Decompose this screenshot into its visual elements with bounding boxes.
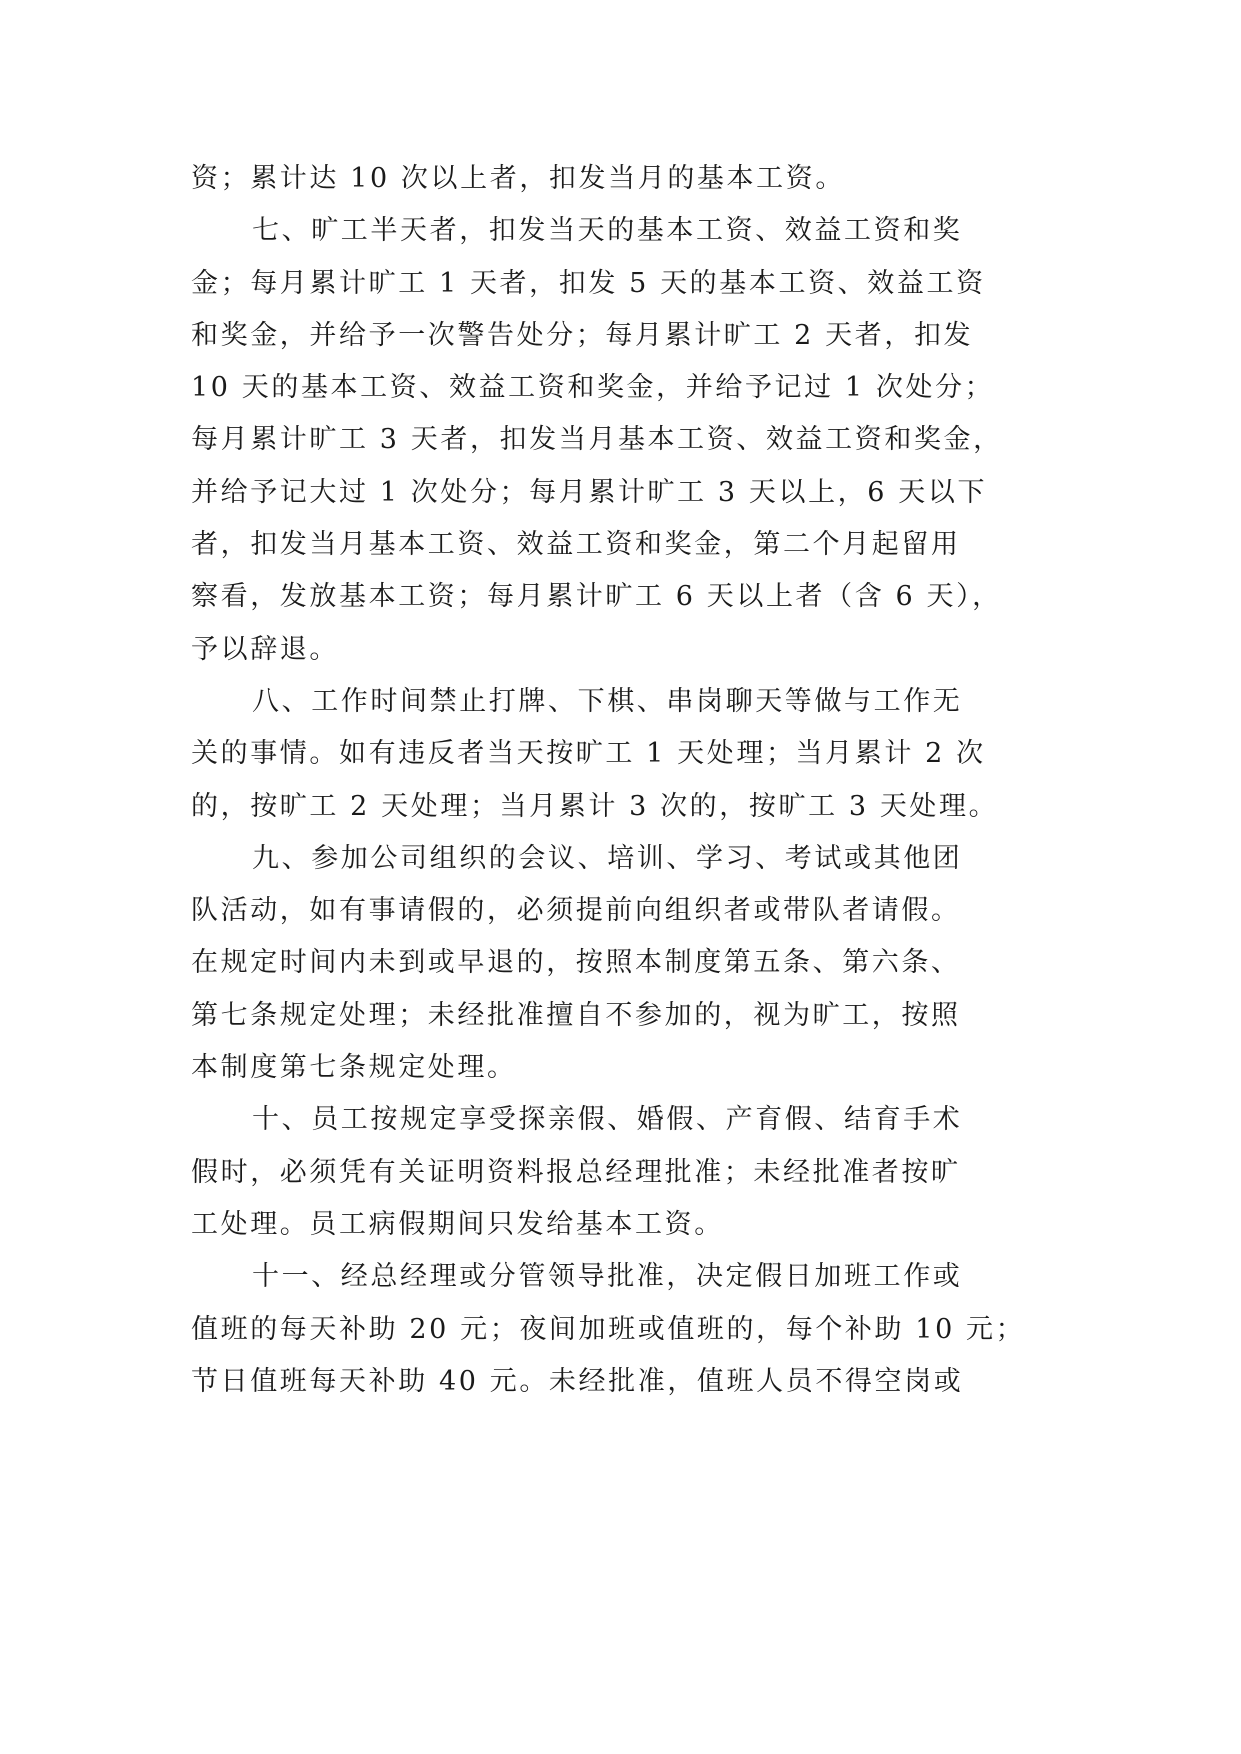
- text-line: 10 天的基本工资、效益工资和奖金，并给予记过 1 次处分；: [191, 372, 995, 404]
- text-line: 本制度第七条规定处理。: [191, 1052, 517, 1084]
- text-line: 工处理。员工病假期间只发给基本工资。: [191, 1208, 724, 1240]
- text-line: 十、员工按规定享受探亲假、婚假、产育假、结育手术: [252, 1104, 963, 1136]
- text-line: 察看，发放基本工资；每月累计旷工 6 天以上者（含 6 天），: [191, 581, 1002, 613]
- text-line: 节日值班每天补助 40 元。未经批准，值班人员不得空岗或: [191, 1365, 964, 1397]
- text-line: 和奖金，并给予一次警告处分；每月累计旷工 2 天者，扣发: [191, 319, 974, 351]
- paragraph-p10: [191, 1094, 1063, 1251]
- text-line: 并给予记大过 1 次处分；每月累计旷工 3 天以上，6 天以下: [191, 476, 988, 508]
- text-line: 队活动，如有事请假的，必须提前向组织者或带队者请假。: [191, 895, 961, 927]
- text-line: 第七条规定处理；未经批准擅自不参加的，视为旷工，按照: [191, 999, 961, 1031]
- text-line: 值班的每天补助 20 元；夜间加班或值班的，每个补助 10 元；: [191, 1313, 1026, 1345]
- paragraph-p6-cont: [191, 153, 1063, 205]
- text-line: 者，扣发当月基本工资、效益工资和奖金，第二个月起留用: [191, 529, 961, 561]
- text-line: 十一、经总经理或分管领导批准，决定假日加班工作或: [252, 1261, 963, 1293]
- paragraph-p11: [191, 1251, 1063, 1408]
- text-line: 予以辞退。: [191, 633, 339, 665]
- text-line: 每月累计旷工 3 天者，扣发当月基本工资、效益工资和奖金，: [191, 424, 1003, 456]
- text-line: 七、旷工半天者，扣发当天的基本工资、效益工资和奖: [252, 215, 963, 247]
- text-line: 九、参加公司组织的会议、培训、学习、考试或其他团: [252, 842, 963, 874]
- text-line: 金；每月累计旷工 1 天者，扣发 5 天的基本工资、效益工资: [191, 267, 986, 299]
- text-line: 的，按旷工 2 天处理；当月累计 3 次的，按旷工 3 天处理。: [191, 790, 999, 822]
- text-line: 资；累计达 10 次以上者，扣发当月的基本工资。: [191, 163, 845, 194]
- document-body: [191, 153, 1063, 1408]
- text-line: 假时，必须凭有关证明资料报总经理批准；未经批准者按旷: [191, 1156, 961, 1188]
- paragraph-p9: [191, 833, 1063, 1094]
- text-line: 关的事情。如有违反者当天按旷工 1 天处理；当月累计 2 次: [191, 738, 986, 770]
- paragraph-p8: [191, 676, 1063, 833]
- paragraph-p7: [191, 205, 1063, 676]
- text-line: 八、工作时间禁止打牌、下棋、串岗聊天等做与工作无: [252, 685, 963, 717]
- text-line: 在规定时间内未到或早退的，按照本制度第五条、第六条、: [191, 947, 961, 979]
